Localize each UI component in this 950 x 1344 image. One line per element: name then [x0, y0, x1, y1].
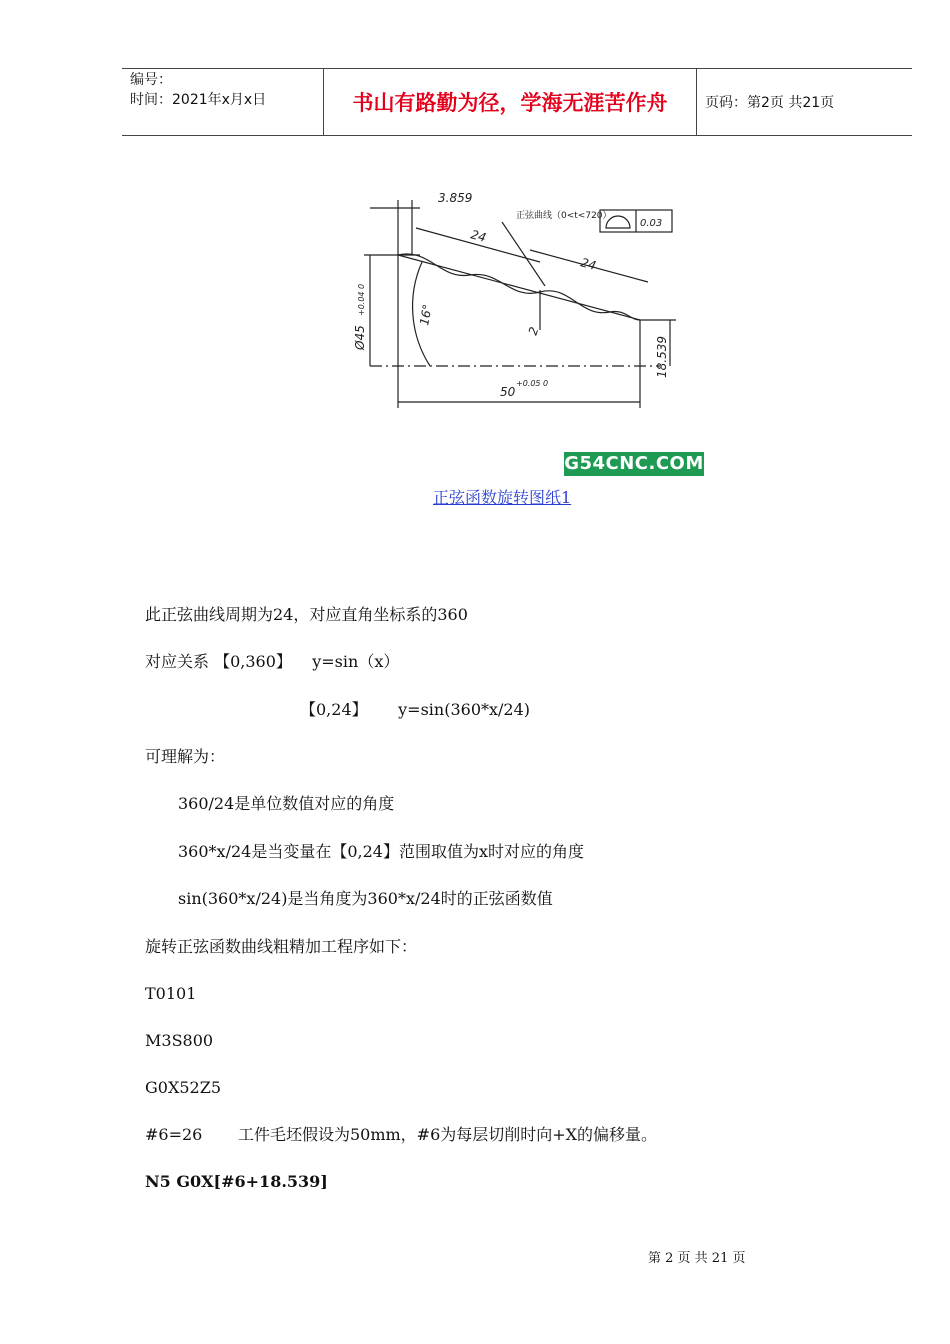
dim-right-text: 18.539: [655, 336, 669, 378]
body-line-12: #6=26 工件毛坯假设为50mm，#6为每层切削时向+X的偏移量。: [145, 1125, 658, 1144]
figure-caption-link[interactable]: 正弦函数旋转图纸1: [433, 488, 572, 507]
taper-line: [398, 255, 640, 320]
dim-top-text: 3.859: [438, 191, 473, 205]
header-page-label: 页码：第2页 共21页: [705, 95, 835, 111]
body-line-13: N5 G0X[#6+18.539]: [145, 1172, 328, 1191]
body-line-7: sin(360*x/24)是当角度为360*x/24时的正弦函数值: [178, 889, 553, 908]
header-divider-2: [696, 68, 697, 135]
dim-bottom-text: 50: [500, 385, 516, 399]
body-line-11: G0X52Z5: [145, 1078, 222, 1097]
tolerance-text: 0.03: [640, 218, 663, 229]
body-line-9: T0101: [145, 984, 197, 1003]
diameter-text: Ø45: [353, 325, 367, 350]
header-left: [130, 70, 266, 110]
body-line-8: 旋转正弦函数曲线粗精加工程序如下：: [145, 937, 418, 956]
header-motto: 书山有路勤为径，学海无涯苦作舟: [352, 90, 668, 115]
dim-24a-text: 24: [469, 227, 488, 245]
engineering-drawing: [330, 180, 690, 420]
site-logo: G54CNC.COM: [564, 453, 704, 474]
header-bottom-rule: [122, 135, 912, 136]
page-footer: 第 2 页 共 21 页: [648, 1251, 746, 1266]
body-line-3: 【0,24】 y=sin(360*x/24): [300, 700, 531, 719]
body-line-4: 可理解为：: [145, 747, 226, 766]
dim-24b-text: 24: [579, 255, 598, 273]
diameter-tol-text: +0.04 0: [357, 283, 366, 316]
amp-text: 2: [525, 325, 542, 338]
header-number-label: 编号：: [130, 72, 172, 88]
body-line-6: 360*x/24是当变量在【0,24】范围取值为x时对应的角度: [178, 842, 584, 861]
body-line-2: 对应关系 【0,360】 y=sin（x）: [145, 652, 400, 671]
body-line-1: 此正弦曲线周期为24，对应直角坐标系的360: [145, 605, 468, 624]
dim-bottom-tol-text: +0.05 0: [516, 379, 549, 388]
header-time-label: 时间：2021年x月x日: [130, 92, 267, 108]
body-line-5: 360/24是单位数值对应的角度: [178, 794, 395, 813]
angle-text: 16°: [417, 303, 435, 327]
note-leader: [502, 222, 545, 286]
body-line-10: M3S800: [145, 1031, 214, 1050]
note-text: 正弦曲线（0<t<720）: [516, 211, 612, 221]
